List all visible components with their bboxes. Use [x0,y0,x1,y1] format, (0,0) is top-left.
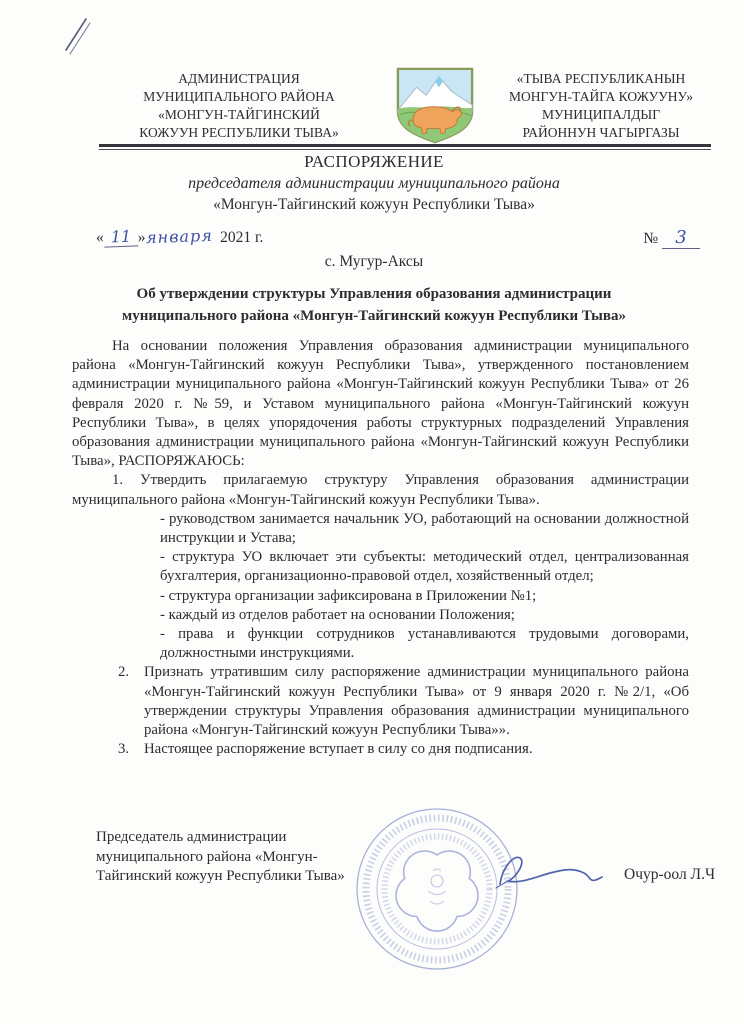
year-text: 2021 г. [220,229,264,246]
bullet-item: - руководством занимается начальник УО, работающий на основании должностной инструкции и Устава; [160,510,689,547]
document-type-title: РАСПОРЯЖЕНИЕ [304,152,444,171]
signatory-name: Очур-оол Л.Ч [624,866,716,883]
letterhead-divider-rule [99,144,711,150]
issuer-line: «Монгун-Тайгинский кожуун Республики Тыва» [213,196,535,213]
resolution-item-1: 1. Утвердить прилагаемую структуру Управления образования администрации муниципального района «Монгун-Тайгинский кожуун Республики Тыва». [72,472,689,508]
item-number: 2. [118,664,130,681]
pen-corner-mark [58,14,102,64]
org-left-line: КОЖУУН РЕСПУБЛИКИ ТЫВА» [139,125,339,140]
org-left-line: АДМИНИСТРАЦИЯ [178,71,300,86]
bullet-item: - структура УО включает эти субъекты: методический отдел, централизованная бухгалтерия, организационно-правовой отдел, хозяйственный отдел; [160,549,689,585]
item-text: Признать утратившим силу распоряжение администрации муниципального района «Монгун-Тайгинский кожуун Республики Тыва» от 9 января 2020 г. №2/1, «Об утверждении структуры Управления образования администрации муниципального района «Монгун-Тайгинский кожуун Республики Тыва»». [144,664,689,739]
item-number: 3. [118,741,130,758]
signatory-position-line: Тайгинский кожуун Республики Тыва» [96,868,345,884]
intro-paragraph: На основании положения Управления образования администрации муниципального района «Монгун-Тайгинский кожуун Республики Тыва», утвержденного постановлением администрации муниципального района «Монгун-Тайгинский кожуун Республики Тыва» от 26 февраля 2020 г. №59, и Уставом муниципального района «Монгун-Тайгинский кожуун Республики Тыва», в целях упорядочения работы структурных подразделений Управления образования администрации муниципального района «Монгун-Тайгинский кожуун Республики Тыва», РАСПОРЯЖАЮСЬ: [72,338,689,470]
subject-line: Об утверждении структуры Управления образования администрации [136,286,612,302]
bullet-item: - права и функции сотрудников устанавливаются трудовыми договорами, должностными инструкциями. [160,626,689,662]
title-block [68,152,680,214]
item-text: Настоящее распоряжение вступает в силу со дня подписания. [144,741,533,758]
org-name-tuvan [490,66,712,142]
bullet-item: - структура организации зафиксирована в Приложении №1; [160,587,537,604]
signatory-position [96,828,345,887]
signatory-position-line: муниципального района «Монгун- [96,848,318,865]
date-close-quote: » [137,229,146,246]
subject-line: муниципального района «Монгун-Тайгинский кожуун Республики Тыва» [122,308,626,324]
org-left-line: «МОНГУН-ТАЙГИНСКИЙ [158,107,320,122]
letterhead [98,66,712,146]
bullet-list [160,510,689,664]
resolution-item-2 [118,663,689,740]
number-sign-label: № [643,230,659,247]
org-name-russian [98,66,380,142]
handwritten-number-value: 3 [662,227,700,249]
handwritten-month: января [145,225,213,248]
document-subject [68,283,680,327]
date-number-line [96,227,708,247]
org-right-line: МОНГУН-ТАЙГА КОЖУУНУ» [509,89,693,104]
handwritten-signature [492,842,614,902]
coat-of-arms-yak-mountain [391,64,479,146]
document-body [72,337,689,759]
org-right-line: МУНИЦИПАЛДЫГ [542,107,660,122]
settlement-line: с. Мугур-Аксы [324,253,424,270]
signatory-position-line: Председатель администрации [96,829,287,845]
org-right-line: «ТЫВА РЕСПУБЛИКАНЫН [516,71,686,86]
resolution-item-3 [118,740,689,759]
org-left-line: МУНИЦИПАЛЬНОГО РАЙОНА [143,89,335,104]
org-right-line: РАЙОННУН ЧАГЫРГАЗЫ [522,125,680,140]
handwritten-day: 11 [103,226,138,247]
date-open-quote: « [96,229,104,246]
issuer-line-italic: председателя администрации муниципального района [188,175,560,192]
document-number [643,227,700,249]
bullet-item: - каждый из отделов работает на основании Положения; [160,606,515,623]
